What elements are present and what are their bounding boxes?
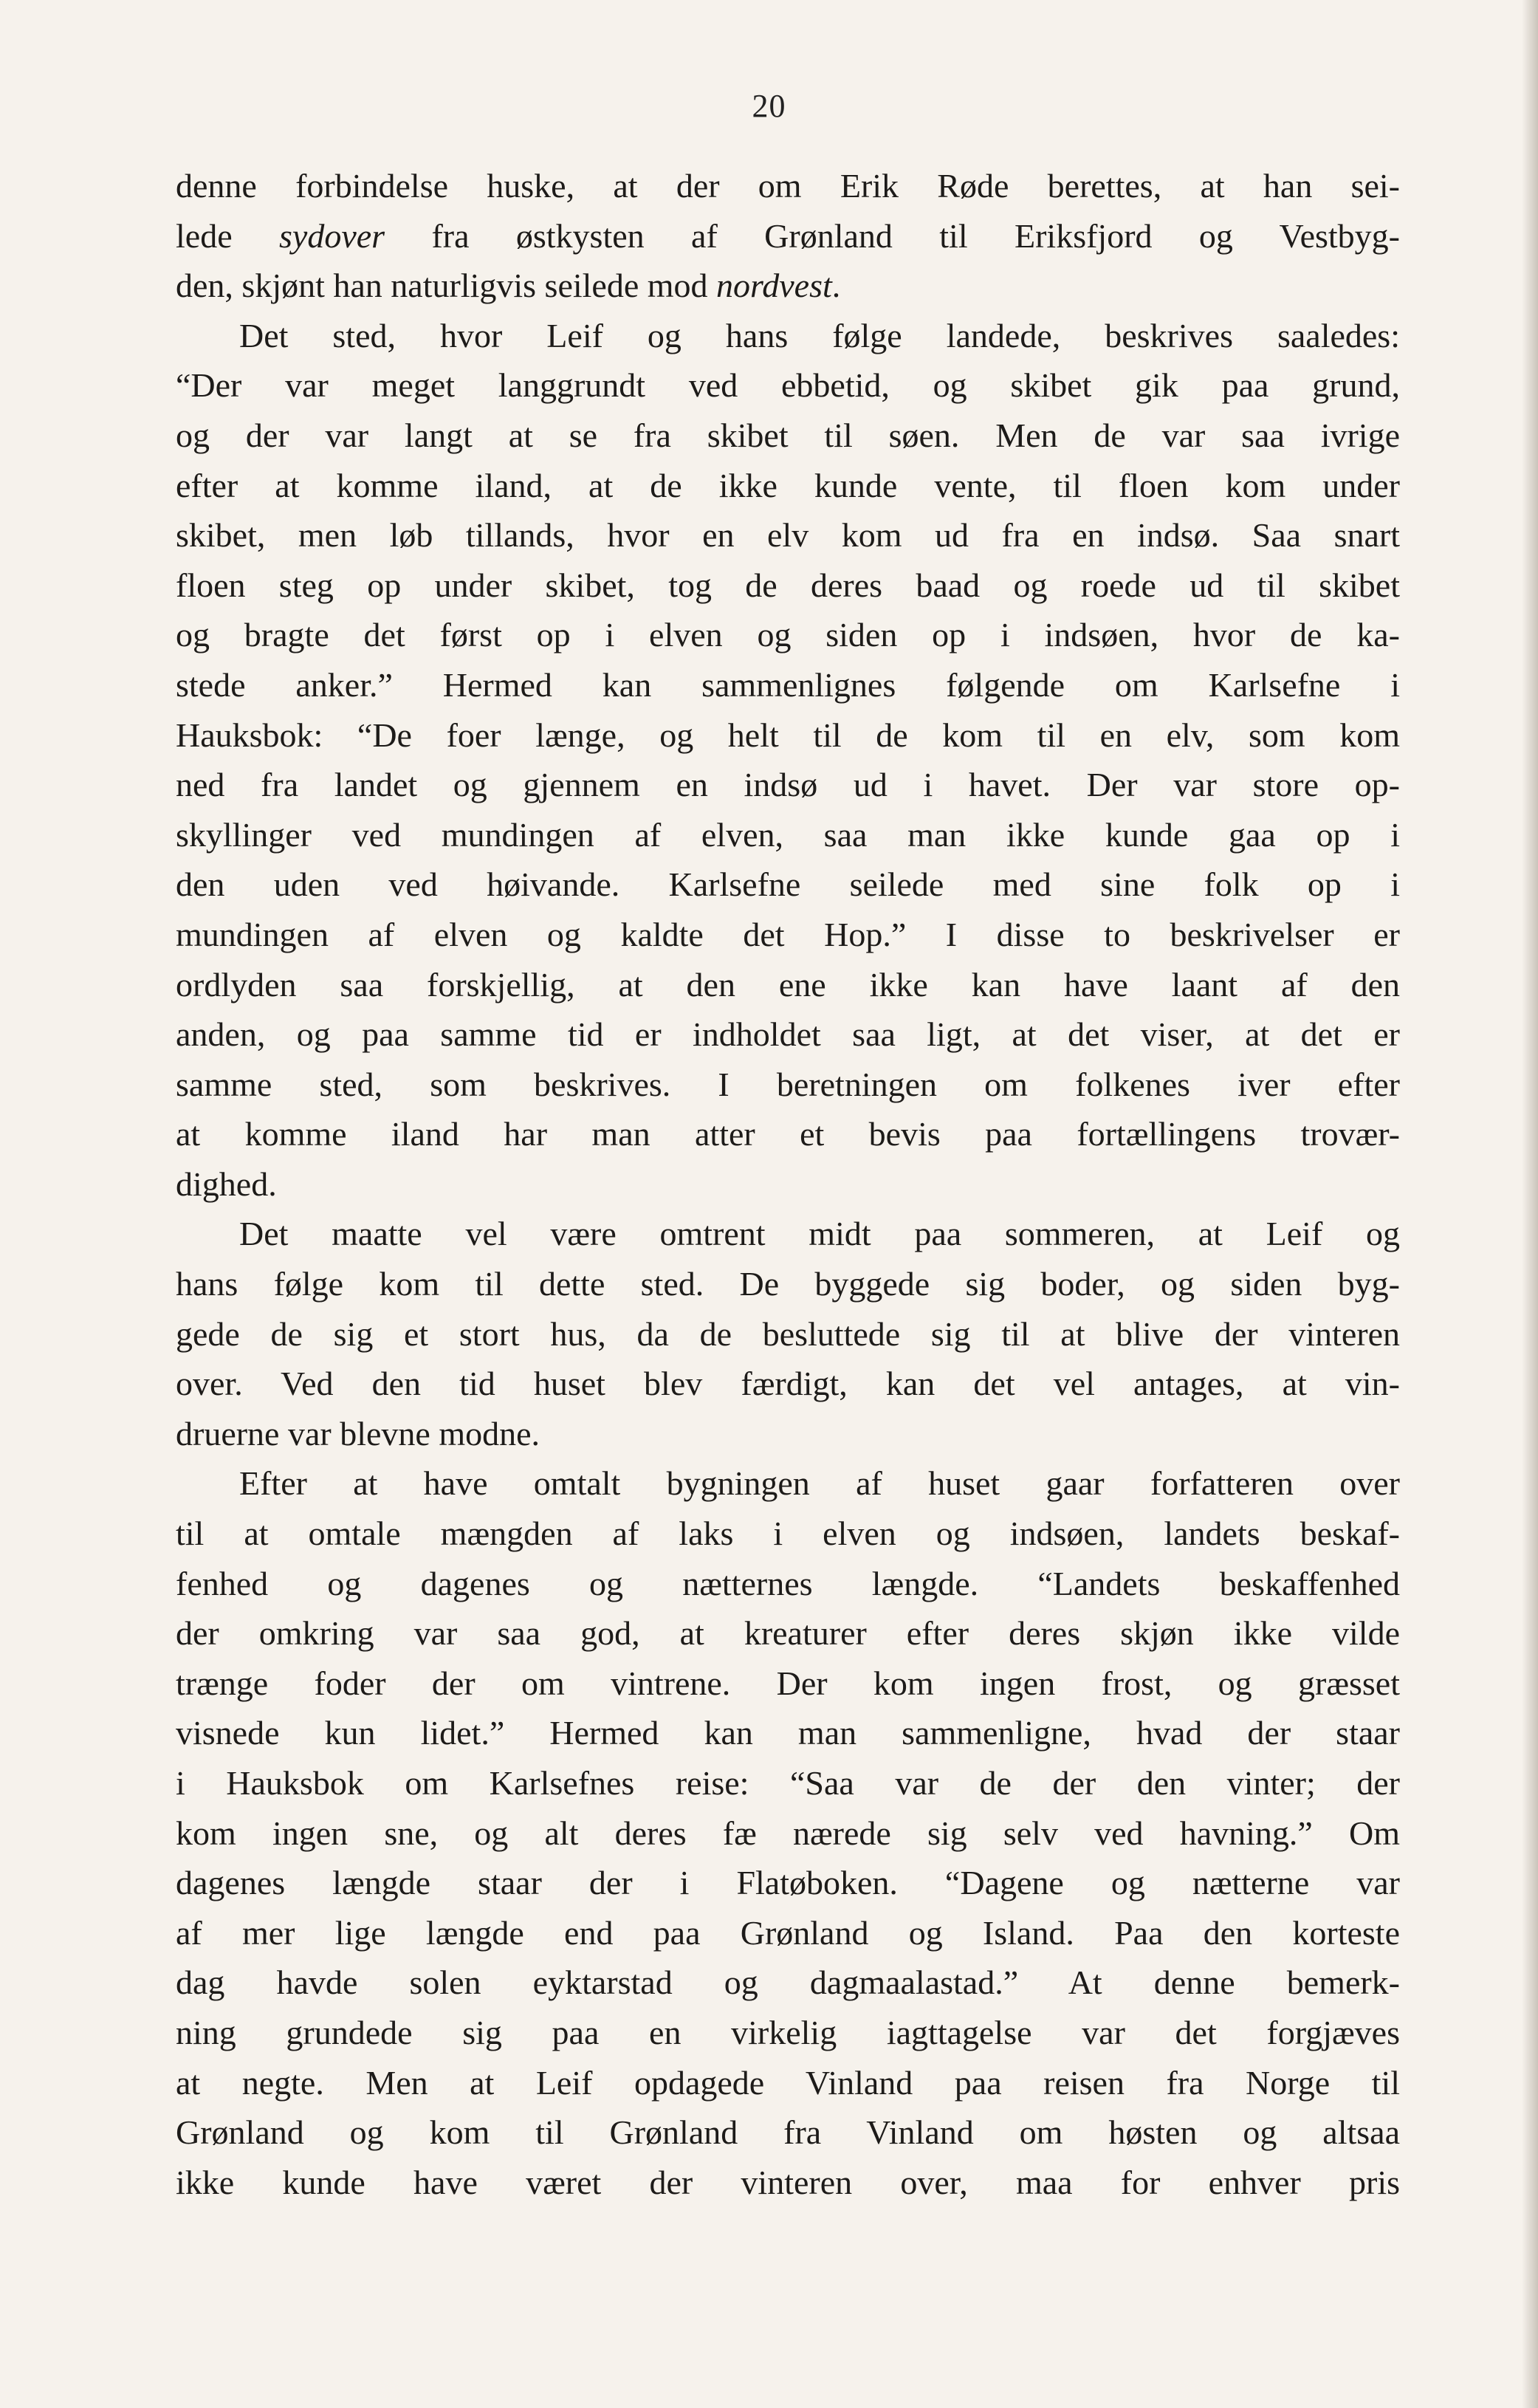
body-text — [176, 161, 1400, 2207]
text-line: “Der var meget langgrundt ved ebbetid, og skibet gik paa grund, — [176, 366, 1400, 405]
text-line: Efter at have omtalt bygningen af huset gaar forfatteren over — [239, 1464, 1400, 1503]
text-line: denne forbindelse huske, at der om Erik Røde berettes, at han sei- — [176, 167, 1400, 205]
text-line: druerne var blevne modne. — [176, 1414, 540, 1452]
text-line: dag havde solen eyktarstad og dagmaalastad.” At denne bemerk- — [176, 1963, 1400, 2002]
text-line: ordlyden saa forskjellig, at den ene ikke kan have laant af den — [176, 965, 1400, 1004]
text-line: hans følge kom til dette sted. De byggede sig boder, og siden byg- — [176, 1265, 1400, 1303]
text-line: skyllinger ved mundingen af elven, saa man ikke kunde gaa op i — [176, 815, 1400, 854]
text-line: til at omtale mængden af laks i elven og indsøen, landets beskaf- — [176, 1515, 1400, 1553]
page-edge-shadow — [1522, 0, 1538, 2408]
text-line: trænge foder der om vintrene. Der kom ingen frost, og græsset — [176, 1664, 1400, 1702]
text-line: anden, og paa samme tid er indholdet saa ligt, at det viser, at det er — [176, 1015, 1400, 1054]
text-line: Grønland og kom til Grønland fra Vinland om høsten og altsaa — [176, 2113, 1400, 2152]
text-line: lede sydover fra østkysten af Grønland til Eriksfjord og Vestbyg- — [176, 216, 1400, 255]
text-line: kom ingen sne, og alt deres fæ nærede sig selv ved havning.” Om — [176, 1814, 1400, 1852]
emphasis: sydover — [279, 216, 385, 255]
text-line: Hauksbok: “De foer længe, og helt til de kom til en elv, som kom — [176, 716, 1400, 754]
text-line: Det maatte vel være omtrent midt paa sommeren, at Leif og — [239, 1215, 1400, 1253]
text-line: ikke kunde have været der vinteren over, maa for enhver pris — [176, 2163, 1400, 2201]
text-line: Det sted, hvor Leif og hans følge landede, beskrives saaledes: — [239, 316, 1400, 354]
text-line: skibet, men løb tillands, hvor en elv kom ud fra en indsø. Saa snart — [176, 516, 1400, 555]
text-line: stede anker.” Hermed kan sammenlignes følgende om Karlsefne i — [176, 665, 1400, 704]
emphasis: nordvest — [716, 267, 832, 305]
text-line: samme sted, som beskrives. I beretningen om folkenes iver efter — [176, 1065, 1400, 1103]
text-line: at komme iland har man atter et bevis paa fortællingens trovær- — [176, 1115, 1400, 1153]
text-line: og bragte det først op i elven og siden op i indsøen, hvor de ka- — [176, 616, 1400, 654]
text-line: mundingen af elven og kaldte det Hop.” I disse to beskrivelser er — [176, 915, 1400, 953]
text-line: gede de sig et stort hus, da de besluttede sig til at blive der vinteren — [176, 1314, 1400, 1353]
page-number: 20 — [752, 88, 786, 124]
text-line: i Hauksbok om Karlsefnes reise: “Saa var de der den vinter; der — [176, 1764, 1400, 1802]
text-line: der omkring var saa god, at kreaturer efter deres skjøn ikke vilde — [176, 1614, 1400, 1653]
text-line: efter at komme iland, at de ikke kunde vente, til floen kom under — [176, 466, 1400, 504]
text-line: visnede kun lidet.” Hermed kan man sammenligne, hvad der staar — [176, 1714, 1400, 1752]
text-line: den, skjønt han naturligvis seilede mod nordvest. — [176, 267, 841, 305]
text-line: og der var langt at se fra skibet til søen. Men de var saa ivrige — [176, 416, 1400, 454]
text-line: dighed. — [176, 1164, 277, 1203]
text-line: over. Ved den tid huset blev færdigt, kan det vel antages, at vin- — [176, 1365, 1400, 1403]
text-line: at negte. Men at Leif opdagede Vinland paa reisen fra Norge til — [176, 2063, 1400, 2102]
text-line: dagenes længde staar der i Flatøboken. “Dagene og nætterne var — [176, 1864, 1400, 1902]
text-line: ning grundede sig paa en virkelig iagttagelse var det forgjæves — [176, 2013, 1400, 2051]
text-line: den uden ved høivande. Karlsefne seilede med sine folk op i — [176, 865, 1400, 904]
text-line: ned fra landet og gjennem en indsø ud i havet. Der var store op- — [176, 766, 1400, 804]
text-line: floen steg op under skibet, tog de deres baad og roede ud til skibet — [176, 566, 1400, 604]
text-line: fenhed og dagenes og nætternes længde. “Landets beskaffenhed — [176, 1564, 1400, 1602]
text-line: af mer lige længde end paa Grønland og Island. Paa den korteste — [176, 1913, 1400, 1952]
